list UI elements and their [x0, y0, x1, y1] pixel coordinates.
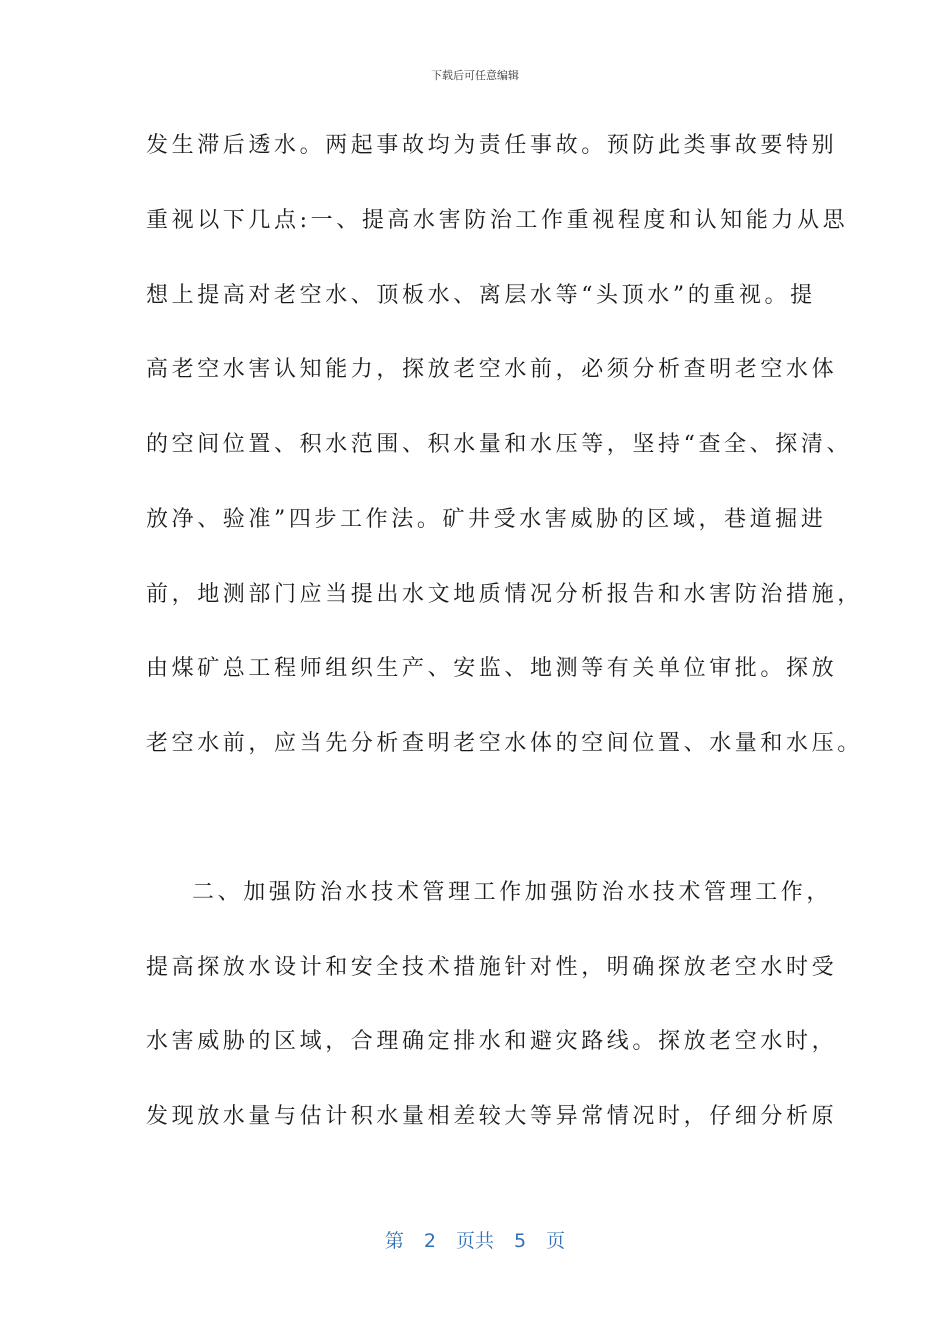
body-line: 提高探放水设计和安全技术措施针对性，明确探放老空水时受 — [146, 955, 838, 980]
header-note: 下载后可任意编辑 — [431, 69, 519, 82]
body-line: 高老空水害认知能力，探放老空水前，必须分析查明老空水体 — [146, 357, 838, 382]
body-line: 的空间位置、积水范围、积水量和水压等，坚持“查全、探清、 — [146, 432, 853, 457]
body-line-indented: 二、加强防治水技术管理工作加强防治水技术管理工作， — [192, 880, 833, 905]
body-line: 想上提高对老空水、顶板水、离层水等“头顶水”的重视。提 — [146, 283, 816, 308]
total-page-number: 5 — [514, 1230, 527, 1252]
body-line: 发现放水量与估计积水量相差较大等异常情况时，仔细分析原 — [146, 1104, 838, 1129]
body-line: 老空水前，应当先分析查明老空水体的空间位置、水量和水压。 — [146, 731, 863, 756]
body-line: 放净、验准”四步工作法。矿井受水害威胁的区域，巷道掘进 — [146, 507, 827, 532]
body-line: 重视以下几点:一、提高水害防治工作重视程度和认知能力从思 — [146, 208, 849, 233]
body-line: 发生滞后透水。两起事故均为责任事故。预防此类事故要特别 — [146, 133, 838, 158]
current-page-number: 2 — [423, 1230, 436, 1252]
page-number-footer — [0, 1226, 950, 1253]
footer-label-of: 页共 — [455, 1230, 494, 1252]
body-line: 水害威胁的区域，合理确定排水和避灾路线。探放老空水时， — [146, 1029, 838, 1054]
body-line: 前，地测部门应当提出水文地质情况分析报告和水害防治措施， — [146, 582, 863, 607]
body-line: 由煤矿总工程师组织生产、安监、地测等有关单位审批。探放 — [146, 656, 838, 681]
footer-label-end: 页 — [546, 1230, 566, 1252]
footer-label-page: 第 — [384, 1230, 404, 1252]
